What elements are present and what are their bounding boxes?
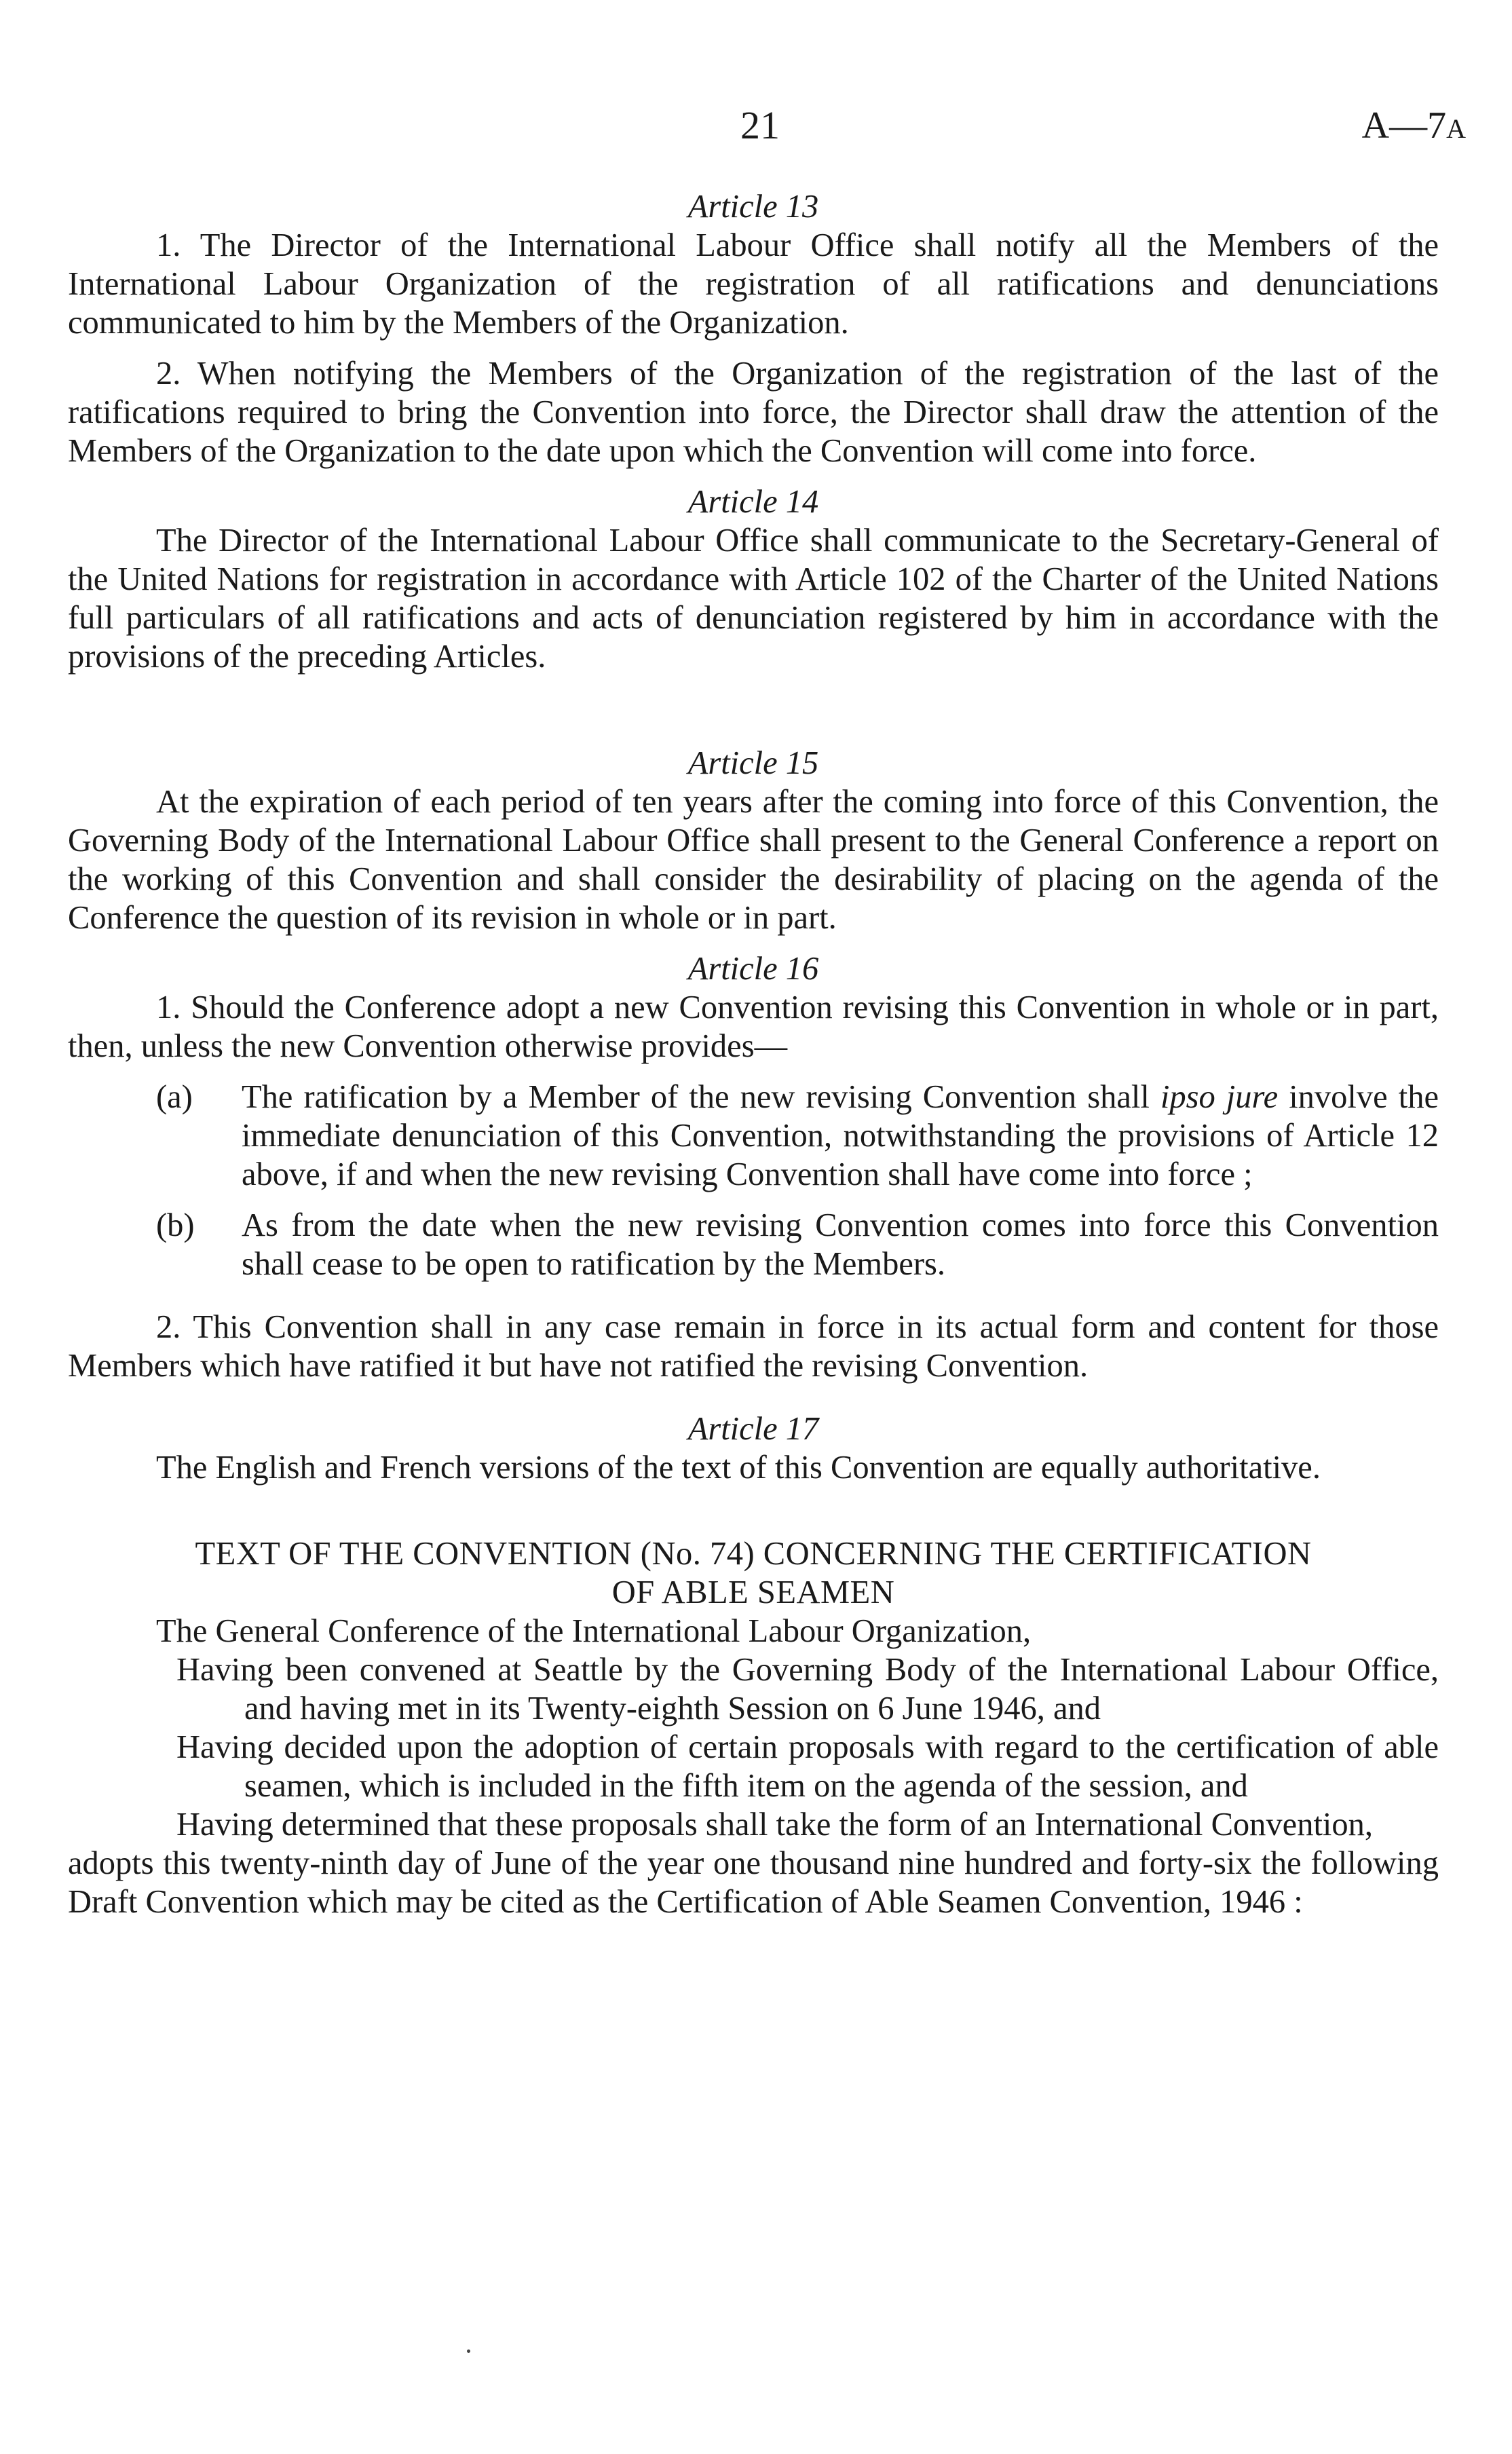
body-text — [68, 187, 1439, 1921]
document-reference — [1289, 102, 1466, 153]
convention-title-line-1: TEXT OF THE CONVENTION (No. 74) CONCERNING THE CERTIFICATION — [195, 1536, 1312, 1572]
page-number: 21 — [740, 103, 780, 147]
clause-b-label: (b) — [156, 1207, 195, 1243]
clause-a-italic-term: ipso jure — [1160, 1079, 1279, 1115]
preamble-recital-3: Having determined that these proposals shall take the form of an International Convention, — [176, 1807, 1374, 1843]
clause-a-label: (a) — [156, 1079, 193, 1115]
article-14-para-1: The Director of the International Labour Office shall communicate to the Secretary-General of the United Nations for registration in accordance with Article 102 of the Charter of the United Nations full particulars of all ratifications and acts of denunciation registered by him in accordance with the provisions of the preceding Articles. — [68, 523, 1439, 675]
clause-a-text-start: The ratification by a Member of the new revising Convention shall — [242, 1079, 1160, 1115]
article-16-clause-b — [68, 1206, 1439, 1283]
article-17-para-1: The English and French versions of the text of this Convention are equally authoritative. — [156, 1450, 1321, 1486]
doc-ref-main: A—7 — [1361, 105, 1447, 147]
print-speck — [467, 2349, 470, 2353]
preamble-recital-2: Having decided upon the adoption of certain proposals with regard to the certification of able seamen, which is included in the fifth item on the agenda of the session, and — [176, 1729, 1439, 1804]
preamble-lead: The General Conference of the International Labour Organization, — [156, 1613, 1032, 1649]
article-16-heading: Article 16 — [687, 951, 819, 987]
doc-ref-suffix: A — [1446, 113, 1466, 144]
article-17-heading: Article 17 — [687, 1411, 819, 1447]
article-16-clause-a — [68, 1078, 1439, 1194]
article-14-heading: Article 14 — [687, 484, 819, 520]
clause-b-text: As from the date when the new revising Convention comes into force this Convention shall cease to be open to ratification by the Members. — [242, 1207, 1439, 1282]
preamble-recital-1: Having been convened at Seattle by the Governing Body of the International Labour Office, and having met in its Twenty-eighth Session on 6 June 1946, and — [176, 1652, 1439, 1726]
article-13-para-2: 2. When notifying the Members of the Organization of the registration of the last of the ratifications required to bring the Convention into force, the Director shall draw the attention of the Members of the Organization to the date upon which the Convention will come into force. — [68, 356, 1439, 469]
clause-a-text — [242, 1078, 1439, 1194]
clause-a-text-end: involve the immediate denunciation of this Convention, notwithstanding the provisions of Article 12 above, if and when the new revising Convention shall have come into force ; — [242, 1079, 1439, 1192]
article-15-heading: Article 15 — [687, 745, 819, 781]
article-15-para-1: At the expiration of each period of ten years after the coming into force of this Convention, the Governing Body of the International Labour Office shall present to the General Conference a report on the working of this Convention and shall consider the desirability of placing on the agenda of the Conference the question of its revision in whole or in part. — [68, 784, 1439, 936]
article-16-para-1: 1. Should the Conference adopt a new Convention revising this Convention in whole or in part, then, unless the new Convention otherwise provides— — [68, 989, 1439, 1064]
preamble-closing: adopts this twenty-ninth day of June of the year one thousand nine hundred and forty-six the following Draft Convention which may be cited as the Certification of Able Seamen Convention, 1946 : — [68, 1845, 1439, 1920]
article-16-para-2: 2. This Convention shall in any case remain in force in its actual form and content for those Members which have ratified it but have not ratified the revising Convention. — [68, 1309, 1439, 1384]
article-13-para-1: 1. The Director of the International Labour Office shall notify all the Members of the International Labour Organization of the registration of all ratifications and denunciations communicated to him by the Members of the Organization. — [68, 227, 1439, 341]
convention-title-line-2: OF ABLE SEAMEN — [611, 1574, 895, 1610]
article-13-heading: Article 13 — [687, 189, 819, 225]
